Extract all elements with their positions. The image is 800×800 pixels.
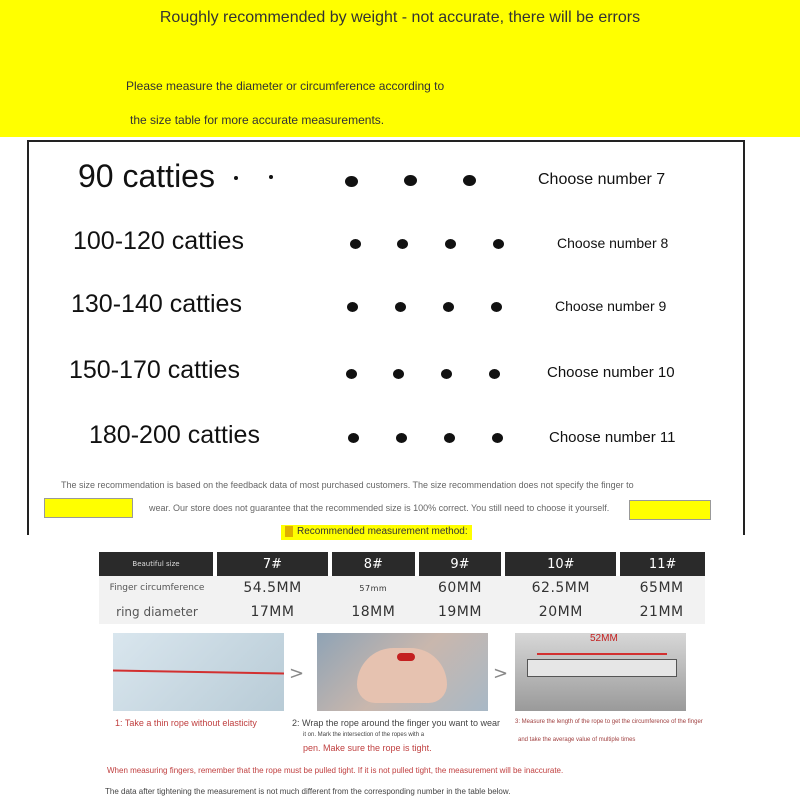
weight-label-size-9: 130-140 catties xyxy=(71,290,242,318)
size-table xyxy=(99,552,705,624)
size-header-row xyxy=(99,552,705,576)
red-rope xyxy=(537,653,667,655)
circumference-10: 62.5MM xyxy=(503,576,618,600)
circumference-8: 57mm xyxy=(330,576,417,600)
red-rope xyxy=(113,670,284,675)
chevron-right-icon: > xyxy=(289,663,305,684)
disclaimer-line-2: wear. Our store does not guarantee that the recommended size is 100% correct. You still need to choose it yourself. xyxy=(149,503,610,513)
label-marker xyxy=(285,526,293,537)
choice-label-size-10: Choose number 10 xyxy=(547,364,675,381)
step-2-caption-line-1: 2: Wrap the rope around the finger you want to wear xyxy=(292,718,500,728)
bullet-dot xyxy=(489,369,500,379)
bullet-dot xyxy=(345,176,358,187)
circumference-11: 65MM xyxy=(618,576,705,600)
bullet-dot xyxy=(346,369,357,379)
rope-on-finger xyxy=(397,653,415,661)
bullet-dot xyxy=(491,302,502,312)
bullet-dot xyxy=(396,433,407,443)
bullet-dot xyxy=(493,239,504,249)
bullet-dot xyxy=(463,175,476,186)
footer-note-line-1: When measuring fingers, remember that the rope must be pulled tight. If it is not pulled tight, the measurement will be inaccurate. xyxy=(107,766,564,775)
step-3-ruler-image xyxy=(515,633,686,711)
banner-instruction-line-1: Please measure the diameter or circumference according to xyxy=(126,79,445,93)
step-2-finger-image xyxy=(317,633,488,711)
step-1-rope-image xyxy=(113,633,284,711)
bullet-dot xyxy=(443,302,454,312)
bullet-dot xyxy=(395,302,406,312)
bullet-dot xyxy=(444,433,455,443)
circumference-row xyxy=(99,576,705,600)
recommended-method-text: Recommended measurement method: xyxy=(297,526,468,538)
step-3-caption-line-2: and take the average value of multiple times xyxy=(518,737,636,743)
bullet-dot xyxy=(347,302,358,312)
step-3-caption-line-1: 3: Measure the length of the rope to get the circumference of the finger xyxy=(515,719,703,725)
bullet-dot xyxy=(404,175,417,186)
diameter-9: 19MM xyxy=(417,600,504,624)
bullet-dot xyxy=(269,175,273,179)
bullet-dot xyxy=(397,239,408,249)
size-header-7: 7# xyxy=(215,552,330,576)
diameter-8: 18MM xyxy=(330,600,417,624)
bullet-dot xyxy=(234,176,238,180)
circumference-9: 60MM xyxy=(417,576,504,600)
weight-recommendation-box xyxy=(27,140,745,538)
weight-label-size-10: 150-170 catties xyxy=(69,356,240,384)
diameter-11: 21MM xyxy=(618,600,705,624)
diameter-7: 17MM xyxy=(215,600,330,624)
diameter-10: 20MM xyxy=(503,600,618,624)
size-header-8: 8# xyxy=(330,552,417,576)
circumference-7: 54.5MM xyxy=(215,576,330,600)
diameter-row xyxy=(99,600,705,624)
ruler-shape xyxy=(527,659,677,677)
banner-title: Roughly recommended by weight - not accurate, there will be errors xyxy=(159,9,641,26)
chevron-right-icon: > xyxy=(493,663,509,684)
circumference-label: Finger circumference xyxy=(99,576,215,600)
step-1-caption: 1: Take a thin rope without elasticity xyxy=(115,718,257,728)
highlight-block-right xyxy=(629,500,711,520)
size-header-label: Beautiful size xyxy=(99,552,215,576)
recommended-method-label xyxy=(281,525,472,540)
bullet-dot xyxy=(348,433,359,443)
step-2-caption-line-3: pen. Make sure the rope is tight. xyxy=(303,743,432,753)
banner-instruction-line-2: the size table for more accurate measurements. xyxy=(130,113,385,127)
ruler-measurement-label: 52MM xyxy=(590,633,618,644)
diameter-label: ring diameter xyxy=(99,600,215,624)
top-banner xyxy=(0,0,800,137)
bullet-dot xyxy=(445,239,456,249)
choice-label-size-7: Choose number 7 xyxy=(538,171,666,188)
choice-label-size-8: Choose number 8 xyxy=(557,235,669,251)
bullet-dot xyxy=(393,369,404,379)
size-header-10: 10# xyxy=(503,552,618,576)
size-header-11: 11# xyxy=(618,552,705,576)
weight-label-size-8: 100-120 catties xyxy=(73,227,244,255)
highlight-block-left xyxy=(44,498,133,518)
weight-label-size-11: 180-200 catties xyxy=(89,421,260,449)
bullet-dot xyxy=(441,369,452,379)
weight-label-size-7: 90 catties xyxy=(78,158,215,194)
choice-label-size-11: Choose number 11 xyxy=(549,429,676,446)
size-header-9: 9# xyxy=(417,552,504,576)
bullet-dot xyxy=(492,433,503,443)
disclaimer-line-1: The size recommendation is based on the feedback data of most purchased customers. The size recommendation does not specify the finger to xyxy=(61,480,634,490)
step-2-caption-line-2: it on. Mark the intersection of the ropes with a xyxy=(303,732,425,738)
bullet-dot xyxy=(350,239,361,249)
footer-note-line-2: The data after tightening the measurement is not much different from the corresponding number in the table below. xyxy=(105,787,511,796)
choice-label-size-9: Choose number 9 xyxy=(555,298,667,314)
